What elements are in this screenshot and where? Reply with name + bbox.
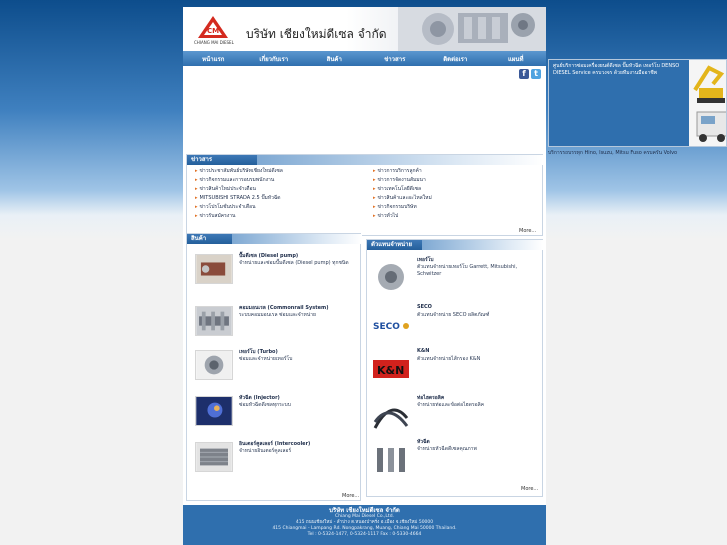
bullet-icon: ▸: [195, 195, 198, 201]
nav-item-home[interactable]: หน้าแรก: [202, 55, 225, 63]
product-description: จำหน่ายอินเตอร์คูลเลอร์: [239, 448, 292, 454]
bullet-icon: ▸: [373, 177, 376, 183]
hose-image: [371, 398, 411, 432]
product-item[interactable]: [195, 252, 360, 298]
brand-item[interactable]: [371, 438, 542, 486]
nav-item-map[interactable]: แผนที่: [508, 55, 524, 63]
intercooler-image: [195, 442, 233, 472]
news-section-title: ข่าวสาร: [187, 155, 257, 165]
product-title: หัวฉีด (Injector): [239, 395, 280, 401]
news-list-right: [373, 167, 543, 221]
product-description: ระบบคอมมอนเรล ซ่อมและจำหน่าย: [239, 312, 316, 318]
brands-title-bar: [422, 240, 543, 250]
brand-description: จำหน่ายหัวฉีดดีเซลคุณภาพ: [417, 446, 477, 452]
bullet-icon: ▸: [195, 186, 198, 192]
site-header: [183, 7, 546, 51]
product-item[interactable]: [195, 304, 360, 350]
injector-image: [195, 396, 233, 426]
products-section-title: สินค้า: [187, 234, 232, 244]
bullet-icon: ▸: [373, 186, 376, 192]
brand-description: ตัวแทนจำหน่ายเทอร์โบ Garrett, Mitsubishi, Schwitzer: [417, 264, 518, 277]
bullet-icon: ▸: [195, 177, 198, 183]
news-item[interactable]: ▸ ข่าวเทคโนโลยีดีเซล: [373, 186, 422, 192]
logo-caption: CHIANG MAI DIESEL: [194, 40, 234, 45]
news-item[interactable]: ▸ ข่าวรับสมัครงาน: [195, 213, 236, 219]
company-name: บริษัท เชียงใหม่ดีเซล จำกัด: [246, 27, 387, 41]
nav-item-about[interactable]: เกี่ยวกับเรา: [259, 55, 289, 63]
brand-title: SECO: [417, 304, 432, 310]
nav-item-contact[interactable]: ติดต่อเรา: [443, 55, 468, 63]
turbo-brand-image: [371, 260, 411, 294]
product-item[interactable]: [195, 440, 360, 486]
bullet-icon: ▸: [195, 168, 198, 174]
commonrail-image: [195, 306, 233, 336]
product-title: ปั๊มดีเซล (Diesel pump): [239, 253, 299, 259]
footer-address-thai: 415 ถนนเชียงใหม่ - ลำปาง ต.หนองป่าครั่ง อ.เมือง จ.เชียงใหม่ 50000: [295, 520, 434, 525]
news-item[interactable]: ▸ ข่าวกิจกรรมและการอบรมพนักงาน: [195, 177, 275, 183]
nav-item-news[interactable]: ข่าวสาร: [384, 55, 406, 63]
product-item[interactable]: [195, 394, 360, 440]
news-item[interactable]: ▸ ข่าวสินค้าและอะไหล่ใหม่: [373, 195, 432, 201]
footer-contact: Tel : 0-5324-1477, 0-5324-1117 Fax : 0-5330-4664: [307, 532, 422, 537]
engine-image: [398, 7, 546, 51]
news-list-left: [195, 167, 365, 221]
product-description: จำหน่ายและซ่อมปั๊มดีเซล (Diesel pump) ทุกชนิด: [239, 260, 349, 266]
news-item[interactable]: ▸ ข่าวทั่วไป: [373, 213, 399, 219]
diesel-pump-image: [195, 254, 233, 284]
promo-panel: [549, 60, 689, 147]
brand-item[interactable]: [371, 394, 542, 442]
company-logo[interactable]: [197, 15, 229, 39]
brands-section-title: ตัวแทนจำหน่าย: [367, 240, 422, 250]
bullet-icon: ▸: [195, 213, 198, 219]
products-more-link[interactable]: More...: [342, 493, 360, 499]
facebook-icon[interactable]: f: [519, 69, 529, 79]
products-title-bar: [232, 234, 362, 244]
brand-title: หัวฉีด: [417, 439, 430, 445]
brands-section: [366, 239, 543, 497]
turbo-image: [195, 350, 233, 380]
injector-brand-image: [371, 442, 411, 476]
kn-logo: [371, 352, 411, 386]
main-nav: [183, 51, 546, 66]
product-title: เทอร์โบ (Turbo): [239, 349, 278, 355]
bullet-icon: ▸: [195, 204, 198, 210]
bullet-icon: ▸: [373, 168, 376, 174]
news-item[interactable]: ▸ MITSUBISHI STRADA 2.5 ปั๊มหัวฉีด: [195, 195, 281, 201]
brand-item[interactable]: [371, 304, 542, 352]
bullet-icon: ▸: [373, 213, 376, 219]
product-title: อินเตอร์คูลเลอร์ (Intercooler): [239, 441, 311, 447]
product-item[interactable]: [195, 348, 360, 394]
twitter-icon[interactable]: t: [531, 69, 541, 79]
bullet-icon: ▸: [373, 195, 376, 201]
excavator-truck-image: [689, 60, 727, 147]
bullet-icon: ▸: [373, 204, 376, 210]
news-item[interactable]: ▸ ข่าวการจัดงานสัมมนา: [373, 177, 426, 183]
svg-text:SECO: SECO: [373, 322, 400, 332]
brand-description: ตัวแทนจำหน่ายไส้กรอง K&N: [417, 356, 481, 362]
news-more-link[interactable]: More...: [519, 228, 537, 234]
brand-item[interactable]: [371, 256, 542, 304]
news-item[interactable]: ▸ ข่าวโปรโมชั่นประจำเดือน: [195, 204, 256, 210]
news-item[interactable]: ▸ ข่าวประชาสัมพันธ์บริษัทเชียงใหม่ดีเซล: [195, 168, 283, 174]
brand-title: เทอร์โบ: [417, 257, 434, 263]
nav-item-products[interactable]: สินค้า: [326, 55, 342, 63]
brand-title: K&N: [417, 348, 430, 354]
news-title-bar: [257, 155, 543, 165]
site-footer: [183, 505, 546, 545]
product-description: ซ่อมและจำหน่ายเทอร์โบ: [239, 356, 293, 362]
brands-more-link[interactable]: More...: [521, 486, 539, 492]
news-item[interactable]: ▸ ข่าวกิจกรรมบริษัท: [373, 204, 417, 210]
product-title: คอมมอนเรล (Commonrail System): [239, 305, 329, 311]
news-item[interactable]: ▸ ข่าวสินค้าใหม่ประจำเดือน: [195, 186, 256, 192]
brand-description: จำหน่ายท่อและข้อต่อไฮดรอลิค: [417, 402, 485, 408]
footer-company-en: Chiang Mai Diesel Co.,Ltd.: [335, 514, 394, 519]
svg-text:K&N: K&N: [377, 364, 405, 377]
footer-company-thai: บริษัท เชียงใหม่ดีเซล จำกัด: [329, 507, 400, 514]
page-container: [183, 7, 546, 545]
footer-address-en: 415 Chiangmai - Lampang Rd. Nongpakrang, Muang, Chiang Mai 50000 Thailand.: [272, 526, 457, 531]
side-promo-text: บริการรถบรรทุก Hino, Isuzu, Mitsu Fuso ครบครัน Volvo: [548, 150, 678, 156]
products-section: [186, 233, 361, 501]
news-item[interactable]: ▸ ข่าวการบริการลูกค้า: [373, 168, 422, 174]
brand-description: ตัวแทนจำหน่าย SECO ผลิตภัณฑ์: [417, 312, 490, 318]
seco-logo: [371, 308, 411, 342]
brand-item[interactable]: [371, 348, 542, 396]
product-description: ซ่อมหัวฉีดดีเซลทุกระบบ: [239, 402, 291, 408]
promo-text: ศูนย์บริการซ่อมเครื่องยนต์ดีเซล ปั๊มหัวฉีด เทอร์โบ DENSO DIESEL Service ครบวงจร ด้วยทีมงานมืออาชีพ: [553, 63, 680, 76]
side-promo-banner[interactable]: [548, 59, 727, 147]
brand-title: ท่อไฮดรอลิค: [417, 395, 445, 401]
svg-text:CM: CM: [207, 27, 220, 35]
